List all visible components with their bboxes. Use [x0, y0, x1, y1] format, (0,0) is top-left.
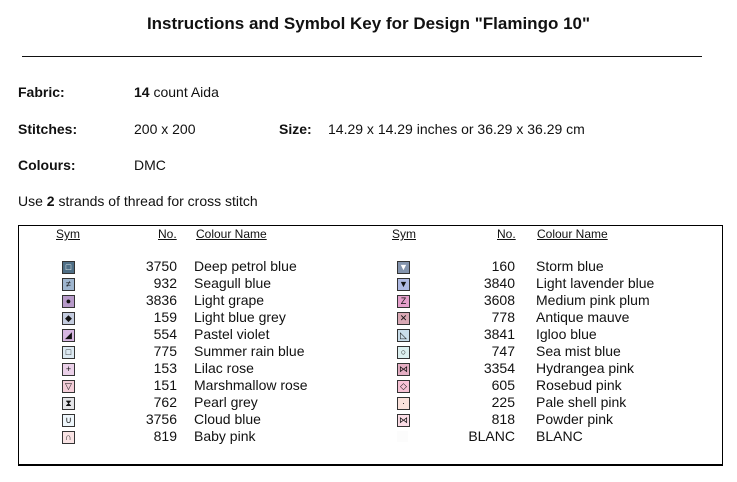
- symbol-swatch-icon: ◺: [397, 329, 410, 342]
- colour-name: Medium pink plum: [536, 292, 650, 308]
- symbol-swatch-icon: ◢: [62, 329, 75, 342]
- right-row: [0, 360, 737, 377]
- header-no-left: No.: [158, 227, 177, 241]
- right-row: [0, 292, 737, 309]
- right-row: [0, 411, 737, 428]
- header-sym-right: Sym: [392, 227, 416, 241]
- symbol-swatch-icon: □: [62, 346, 75, 359]
- symbol-swatch-icon: ⧗: [62, 397, 75, 410]
- right-row: [0, 394, 737, 411]
- right-row: [0, 377, 737, 394]
- symbol-swatch-icon: ✕: [397, 312, 410, 325]
- symbol-swatch-icon: ▼: [397, 261, 410, 274]
- right-row: [0, 258, 737, 275]
- strands-note: Use 2 strands of thread for cross stitch: [18, 193, 258, 209]
- title-divider: [22, 56, 702, 57]
- fabric-text: count Aida: [149, 84, 219, 100]
- dmc-number: 3756: [145, 411, 177, 427]
- symbol-swatch-icon: ▽: [62, 380, 75, 393]
- strands-count: 2: [46, 193, 55, 209]
- colour-name: Light blue grey: [194, 309, 286, 325]
- symbol-swatch-icon: Z: [397, 295, 410, 308]
- colour-name: Cloud blue: [194, 411, 261, 427]
- symbol-swatch-icon: ∩: [62, 431, 75, 444]
- symbol-swatch-icon: ∪: [62, 414, 75, 427]
- dmc-number: 554: [153, 326, 177, 342]
- right-row: [0, 309, 737, 326]
- dmc-number: 747: [491, 343, 515, 359]
- symbol-list-right: [0, 258, 737, 445]
- colour-name: Storm blue: [536, 258, 604, 274]
- colour-name: Summer rain blue: [194, 343, 305, 359]
- colour-name: Pale shell pink: [536, 394, 627, 410]
- colours-label: Colours:: [18, 157, 76, 173]
- dmc-number: BLANC: [468, 428, 515, 444]
- dmc-number: 153: [153, 360, 177, 376]
- colour-name: Sea mist blue: [536, 343, 621, 359]
- size-label: Size:: [279, 121, 312, 137]
- dmc-number: 932: [153, 275, 177, 291]
- symbol-swatch-icon: [397, 431, 408, 442]
- dmc-number: 778: [491, 309, 515, 325]
- colour-name: Rosebud pink: [536, 377, 622, 393]
- dmc-number: 225: [491, 394, 515, 410]
- size-value: 14.29 x 14.29 inches or 36.29 x 36.29 cm: [328, 121, 585, 137]
- dmc-number: 819: [153, 428, 177, 444]
- colour-name: Light lavender blue: [536, 275, 655, 291]
- colour-name: Seagull blue: [194, 275, 272, 291]
- colour-name: Pastel violet: [194, 326, 270, 342]
- symbol-swatch-icon: ●: [62, 295, 75, 308]
- dmc-number: 3840: [483, 275, 515, 291]
- symbol-swatch-icon: □: [62, 261, 75, 274]
- colour-name: Powder pink: [536, 411, 614, 427]
- symbol-swatch-icon: ≠: [62, 278, 75, 291]
- symbol-swatch-icon: ⋈: [399, 415, 408, 425]
- symbol-swatch-icon: ◆: [62, 312, 75, 325]
- header-name-right: Colour Name: [537, 227, 608, 241]
- dmc-number: 775: [153, 343, 177, 359]
- fabric-count: 14: [134, 84, 150, 100]
- colour-name: Antique mauve: [536, 309, 630, 325]
- dmc-number: 605: [491, 377, 515, 393]
- symbol-swatch-icon: ◇: [397, 380, 410, 393]
- colours-value: DMC: [134, 157, 166, 173]
- colour-name: Light grape: [194, 292, 265, 308]
- page-title: Instructions and Symbol Key for Design "Flamingo 10": [146, 14, 591, 33]
- header-name-left: Colour Name: [196, 227, 267, 241]
- right-row: [0, 326, 737, 343]
- right-row: [0, 343, 737, 360]
- symbol-swatch-icon: ⋈: [399, 364, 408, 374]
- dmc-number: 3841: [483, 326, 515, 342]
- dmc-number: 3750: [145, 258, 177, 274]
- dmc-number: 159: [153, 309, 177, 325]
- dmc-number: 151: [153, 377, 177, 393]
- symbol-swatch-icon: ·: [397, 397, 410, 410]
- dmc-number: 3608: [483, 292, 515, 308]
- symbol-swatch-icon: +: [62, 363, 75, 376]
- colour-name: Hydrangea pink: [536, 360, 635, 376]
- dmc-number: 818: [491, 411, 515, 427]
- colour-name: Igloo blue: [536, 326, 597, 342]
- colour-name: BLANC: [536, 428, 583, 444]
- stitches-value: 200 x 200: [134, 121, 196, 137]
- colour-name: Deep petrol blue: [194, 258, 297, 274]
- header-no-right: No.: [497, 227, 516, 241]
- right-row: [0, 275, 737, 292]
- symbol-swatch-icon: ▼: [397, 278, 410, 291]
- dmc-number: 762: [153, 394, 177, 410]
- colour-name: Pearl grey: [194, 394, 258, 410]
- dmc-number: 3836: [145, 292, 177, 308]
- symbol-swatch-icon: ○: [397, 346, 410, 359]
- colour-name: Baby pink: [194, 428, 256, 444]
- right-row: [0, 428, 737, 445]
- colour-name: Lilac rose: [194, 360, 254, 376]
- colour-name: Marshmallow rose: [194, 377, 308, 393]
- dmc-number: 3354: [483, 360, 515, 376]
- dmc-number: 160: [491, 258, 515, 274]
- fabric-label: Fabric:: [18, 84, 65, 100]
- stitches-label: Stitches:: [18, 121, 78, 137]
- header-sym-left: Sym: [56, 227, 80, 241]
